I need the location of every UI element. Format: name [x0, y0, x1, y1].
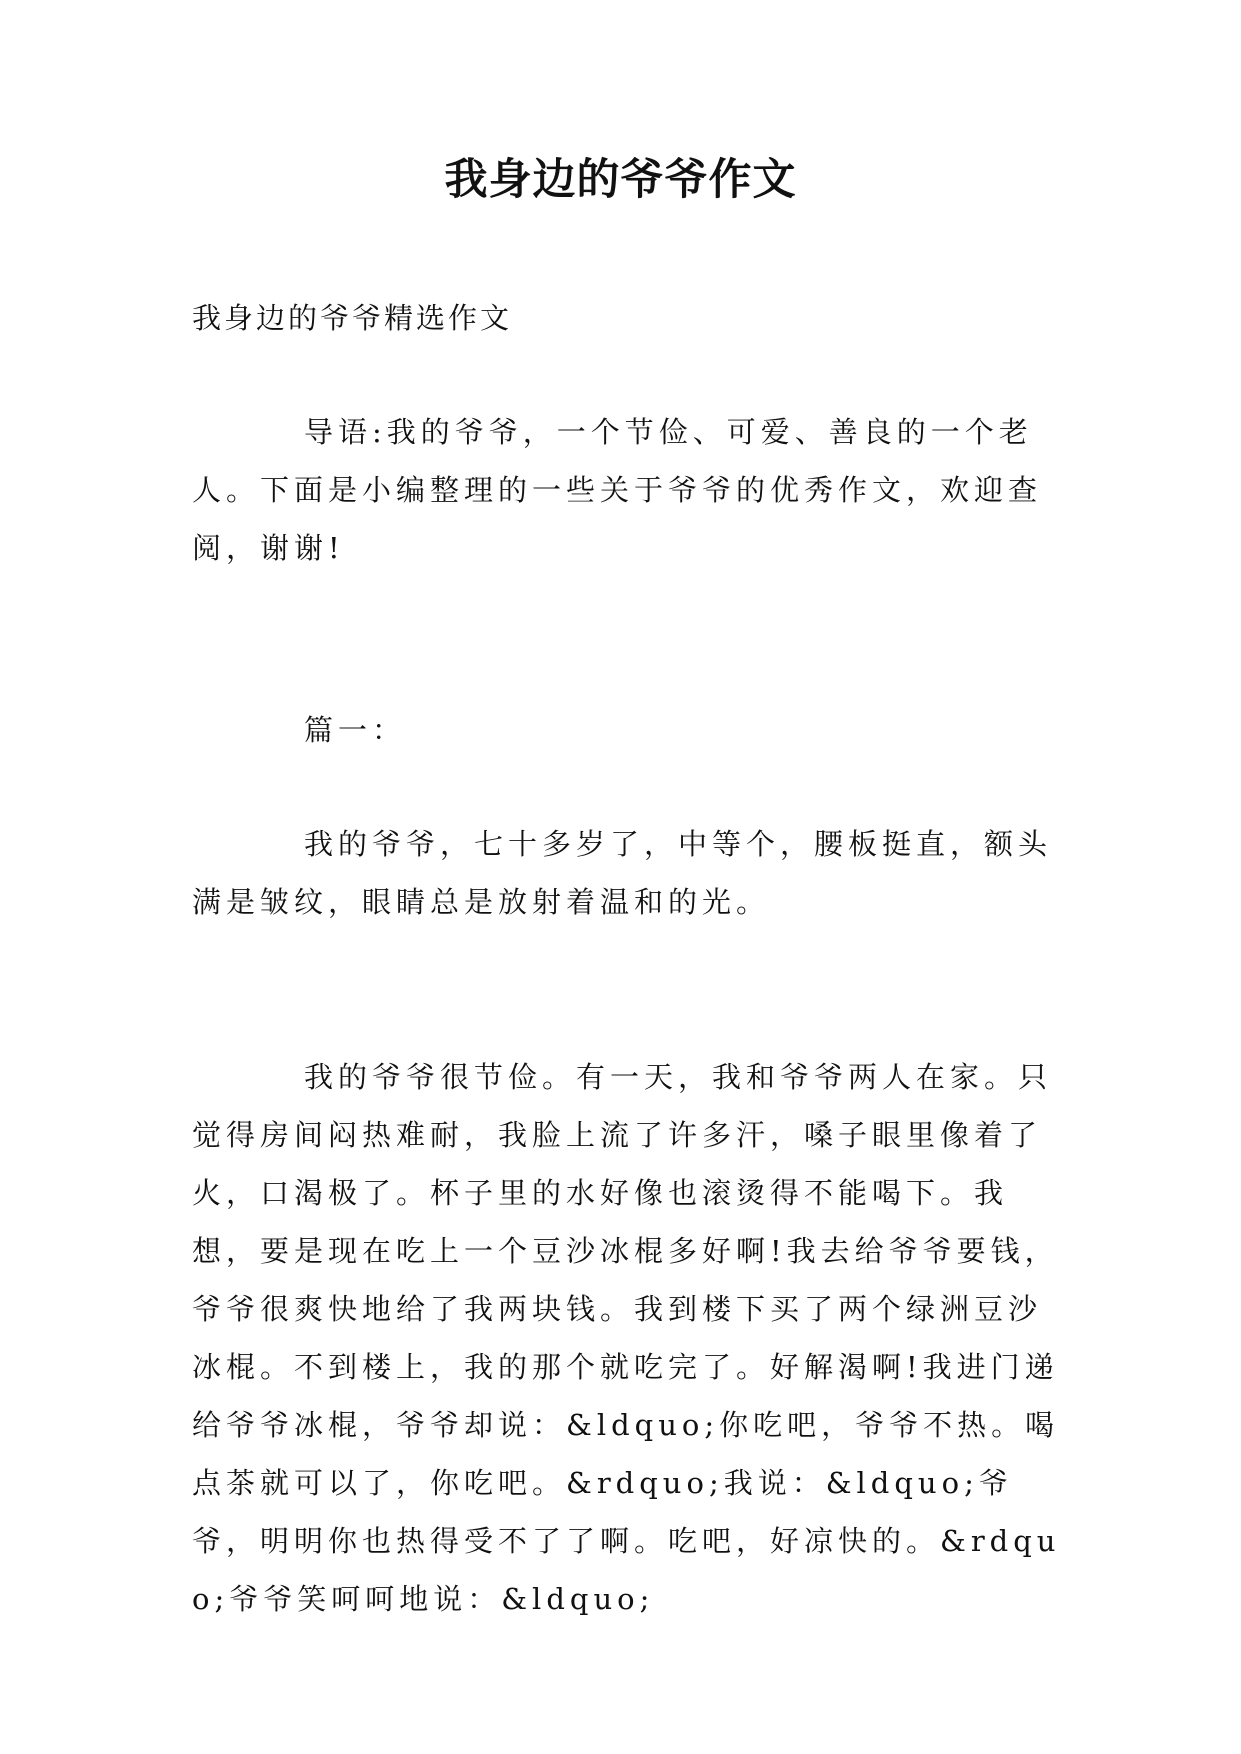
document-title: 我身边的爷爷作文	[444, 155, 797, 205]
body-paragraph: 我的爷爷很节俭。有一天，我和爷爷两人在家。只觉得房间闷热难耐，我脸上流了许多汗，嗓子眼里像着了火，口渴极了。杯子里的水好像也滚烫得不能喝下。我想，要是现在吃上一个豆沙冰棍多好啊!我去给爷爷要钱，爷爷很爽快地给了我两块钱。我到楼下买了两个绿洲豆沙冰棍。不到楼上，我的那个就吃完了。好解渴啊!我进门递给爷爷冰棍，爷爷却说：&ldquo;你吃吧，爷爷不热。喝点茶就可以了，你吃吧。&rdquo;我说：&ldquo;爷爷，明明你也热得受不了了啊。吃吧，好凉快的。&rdquo;爷爷笑呵呵地说：&ldquo;	[192, 1060, 1061, 1616]
document-subtitle: 我身边的爷爷精选作文	[192, 301, 513, 335]
intro-paragraph: 导语:我的爷爷，一个节俭、可爱、善良的一个老人。下面是小编整理的一些关于爷爷的优秀作文，欢迎查阅，谢谢!	[192, 415, 1043, 565]
body-paragraph: 我的爷爷，七十多岁了，中等个，腰板挺直，额头满是皱纹，眼睛总是放射着温和的光。	[192, 827, 1053, 919]
section-heading: 篇一：	[304, 713, 407, 747]
